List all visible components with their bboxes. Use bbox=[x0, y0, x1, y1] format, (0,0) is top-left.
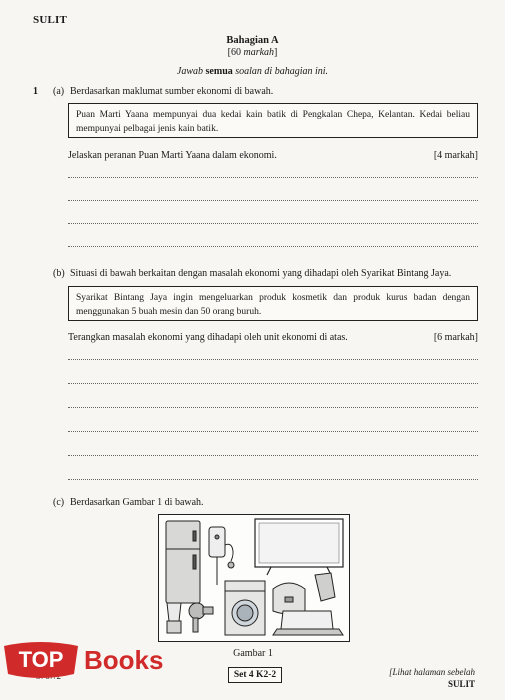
laptop-icon bbox=[273, 611, 343, 635]
logo-books-text: Books bbox=[84, 645, 164, 675]
answer-line[interactable] bbox=[68, 359, 478, 360]
answer-line[interactable] bbox=[68, 246, 478, 247]
part-a-marks: [4 markah] bbox=[433, 150, 478, 161]
part-c-prompt: Berdasarkan Gambar 1 di bawah. bbox=[70, 497, 204, 508]
part-c-label: (c) bbox=[53, 497, 65, 508]
blender-icon bbox=[167, 603, 181, 633]
answer-line[interactable] bbox=[68, 479, 478, 480]
part-a-info-box: Puan Marti Yaana mempunyai dua kedai kain batik di Pengkalan Chepa, Kelantan. Kedai beliau mempunyai pelbagai jenis kain batik. bbox=[68, 103, 478, 138]
answer-line[interactable] bbox=[68, 431, 478, 432]
section-title: Bahagian A bbox=[226, 35, 279, 46]
section-marks: [60 markah] bbox=[227, 47, 278, 58]
confidential-mark: SULIT bbox=[33, 14, 68, 26]
part-b-marks: [6 markah] bbox=[433, 332, 478, 343]
part-b-prompt: Situasi di bawah berkaitan dengan masalah ekonomi yang dihadapi oleh Syarikat Bintang Jaya. bbox=[70, 268, 452, 279]
refrigerator-icon bbox=[166, 521, 200, 603]
answer-line[interactable] bbox=[68, 223, 478, 224]
figure-appliances bbox=[158, 514, 350, 642]
washing-machine-icon bbox=[225, 581, 265, 635]
part-b-info-box: Syarikat Bintang Jaya ingin mengeluarkan produk kosmetik dan produk kurus badan dengan menggunakan 5 buah mesin dan 50 orang buruh. bbox=[68, 286, 478, 321]
part-a-task: Jelaskan peranan Puan Marti Yaana dalam ekonomi. bbox=[68, 150, 277, 161]
answer-line[interactable] bbox=[68, 383, 478, 384]
hair-dryer-icon bbox=[189, 603, 213, 632]
confidential-mark-footer: SULIT bbox=[447, 679, 475, 689]
question-number: 1 bbox=[33, 86, 38, 97]
part-a-label: (a) bbox=[53, 86, 65, 97]
answer-line[interactable] bbox=[68, 177, 478, 178]
answer-line[interactable] bbox=[68, 455, 478, 456]
part-b-task: Terangkan masalah ekonomi yang dihadapi oleh unit ekonomi di atas. bbox=[68, 332, 348, 343]
answer-line[interactable] bbox=[68, 200, 478, 201]
topbooks-logo bbox=[0, 640, 82, 680]
next-page-note: [Lihat halaman sebelah bbox=[388, 667, 475, 677]
iron-icon bbox=[315, 573, 335, 601]
rice-cooker-icon bbox=[273, 583, 305, 614]
television-icon bbox=[255, 519, 343, 575]
appliances-illustration bbox=[159, 515, 349, 641]
logo-top-text: TOP bbox=[18, 647, 64, 672]
water-heater-icon bbox=[209, 527, 234, 585]
part-a-prompt: Berdasarkan maklumat sumber ekonomi di bawah. bbox=[70, 86, 274, 97]
figure-caption: Gambar 1 bbox=[233, 648, 273, 659]
set-label: Set 4 K2-2 bbox=[228, 667, 282, 683]
answer-line[interactable] bbox=[68, 407, 478, 408]
section-instruction: Jawab semua soalan di bahagian ini. bbox=[176, 66, 329, 77]
part-b-label: (b) bbox=[53, 268, 65, 279]
